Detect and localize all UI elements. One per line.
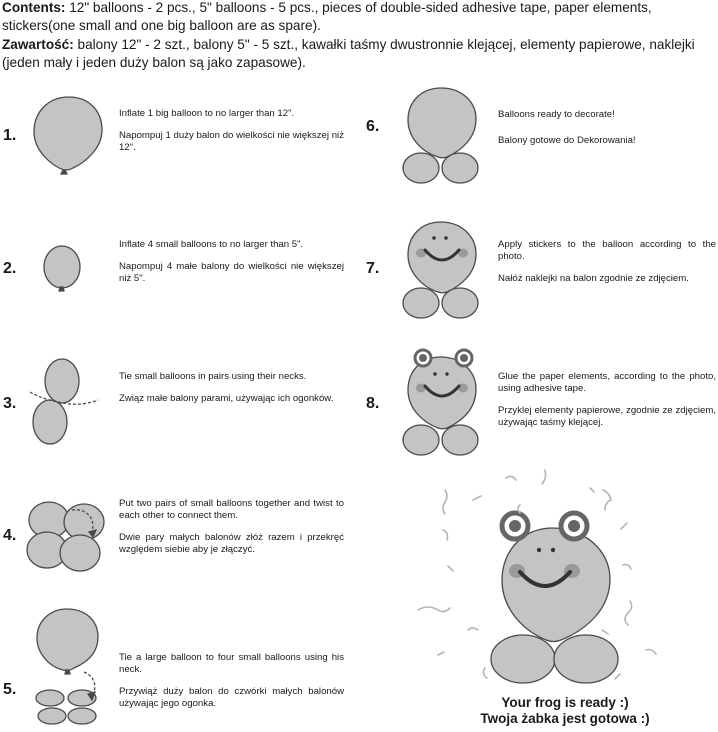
step-6-ready-balloons-illustration: [403, 88, 478, 183]
step-3-number: 3.: [3, 395, 17, 412]
step-7-en: Apply stickers to the balloon according to the photo.: [498, 239, 716, 262]
step-7-pl: Nałóż naklejki na balon zgodnie ze zdjęciem.: [498, 273, 689, 284]
step-2-pl: Napompuj 4 małe balony do wielkości nie większej niż 5".: [119, 261, 344, 284]
final-caption-en: Your frog is ready :): [501, 695, 629, 710]
step-1-number: 1.: [3, 127, 17, 144]
step-2-small-balloon-illustration: [44, 246, 80, 291]
step-8-en: Glue the paper elements, according to the photo, using adhesive tape.: [498, 371, 716, 394]
contents-label: Contents:: [2, 0, 66, 15]
step-4-four-balloons-illustration: [27, 502, 104, 571]
step-5-number: 5.: [3, 681, 17, 698]
zawartosc-text: balony 12" - 2 szt., balony 5" - 5 szt., kawałki taśmy dwustronnie klejącej, elementy papierowe, naklejki (jeden mały i jeden duży balon są jako zapasowe).: [2, 37, 695, 70]
step-5-en: Tie a large balloon to four small balloons using his neck.: [119, 652, 344, 675]
step-7-face-illustration: [403, 222, 478, 318]
step-7-number: 7.: [366, 260, 380, 277]
step-3-en: Tie small balloons in pairs using their necks.: [119, 371, 307, 382]
step-1-big-balloon-illustration: [34, 97, 102, 174]
step-1-en: Inflate 1 big balloon to no larger than 12".: [119, 108, 295, 119]
step-3-pl: Związ małe balony parami, używając ich ogonków.: [119, 393, 334, 404]
final-caption-pl: Twoja żabka jest gotowa :): [480, 711, 650, 726]
step-8-frog-illustration: [403, 350, 478, 455]
step-6-en: Balloons ready to decorate!: [498, 109, 615, 120]
step-8-number: 8.: [366, 395, 380, 412]
step-2-number: 2.: [3, 260, 17, 277]
step-5-assembly-illustration: [36, 609, 98, 724]
final-frog-illustration: [491, 513, 618, 683]
zawartosc-label: Zawartość:: [2, 37, 74, 52]
step-4-pl: Dwie pary małych balonów złóż razem i przekręć względem siebie aby je złączyć.: [119, 532, 344, 555]
step-5-pl: Przywiąż duży balon do czwórki małych balonów używając jego ogonka.: [119, 686, 344, 709]
step-4-number: 4.: [3, 527, 17, 544]
step-6-number: 6.: [366, 118, 380, 135]
step-4-en: Put two pairs of small balloons together and twist to each other to connect them.: [119, 498, 344, 521]
step-1-pl: Napompuj 1 duży balon do wielkości nie większej niż 12".: [119, 130, 344, 153]
step-8-pl: Przyklej elementy papierowe, zgodnie ze zdjęciem, używając taśmy klejącej.: [498, 405, 716, 428]
step-6-pl: Balony gotowe do Dekorowania!: [498, 135, 636, 146]
step-2-en: Inflate 4 small balloons to no larger than 5".: [119, 239, 304, 250]
step-3-balloon-pair-illustration: [30, 359, 98, 444]
contents-text: 12" balloons - 2 pcs., 5" balloons - 5 pcs., pieces of double-sided adhesive tape, paper elements, stickers(one small and one big balloon are as spare).: [2, 0, 652, 33]
